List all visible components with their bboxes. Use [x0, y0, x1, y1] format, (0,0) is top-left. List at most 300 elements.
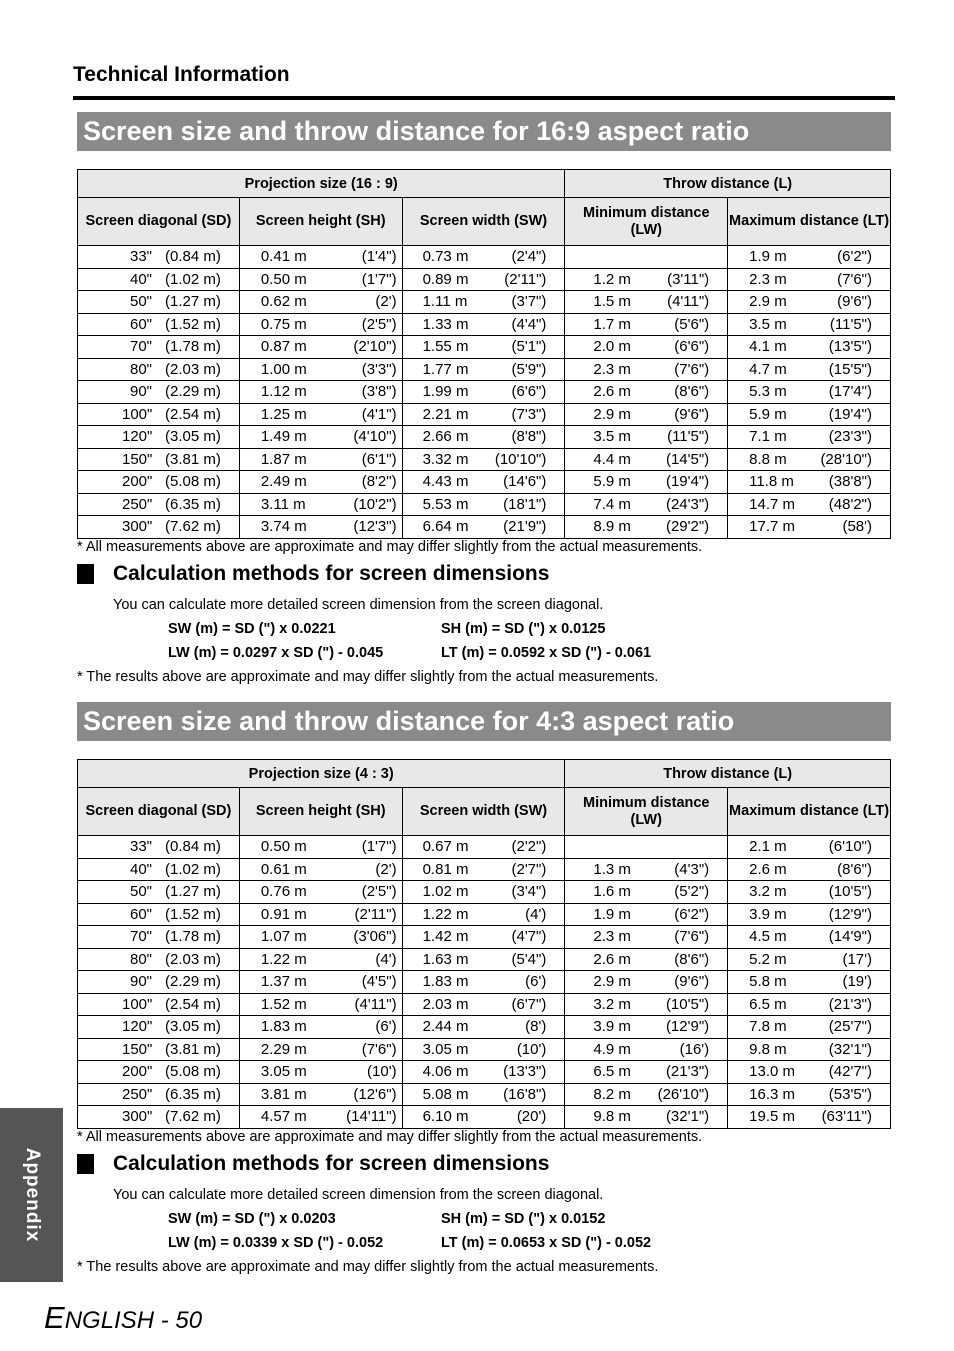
cell-value: 2.3 m [593, 928, 631, 946]
page-number [44, 1300, 202, 1336]
cell-value: 7.4 m [593, 495, 631, 513]
cell-imperial-value: (4'4") [511, 315, 547, 333]
table-row [78, 926, 891, 949]
cell-imperial-value: (6'10") [828, 838, 872, 856]
cell-value: 4.1 m [749, 338, 787, 356]
cell-value: 0.61 m [260, 860, 307, 878]
cell-imperial-value: (2.29 m) [164, 973, 221, 991]
table-row [78, 358, 891, 381]
cell-screen-height [239, 448, 402, 471]
cell-imperial-value: (32'1") [665, 1108, 710, 1126]
cell-imperial-value: (7'6") [837, 270, 872, 288]
cell-maximum-distance [728, 948, 891, 971]
cell-screen-width [402, 313, 565, 336]
cell-maximum-distance [728, 836, 891, 859]
language-initial: E [44, 1300, 65, 1335]
cell-imperial-value: (1.27 m) [164, 293, 221, 311]
cell-imperial-value: (8'6") [674, 383, 710, 401]
cell-minimum-distance [565, 291, 728, 314]
cell-imperial-value: (3.81 m) [164, 1040, 221, 1058]
calc-heading-text: Calculation methods for screen dimensions [113, 1152, 550, 1175]
table-row [78, 493, 891, 516]
cell-screen-diagonal [78, 313, 240, 336]
cell-imperial-value: (4') [375, 950, 397, 968]
cell-value: 6.10 m [422, 1108, 469, 1126]
cell-value: 2.6 m [593, 950, 631, 968]
col-maximum-distance: Maximum distance (LT) [728, 198, 891, 246]
appendix-side-tab-label: Appendix [21, 1147, 43, 1243]
cell-value: 9.8 m [749, 1040, 787, 1058]
cell-minimum-distance [565, 336, 728, 359]
table-row [78, 993, 891, 1016]
cell-screen-width [402, 448, 565, 471]
formula-sw: SW (m) = SD (") x 0.0221 [168, 621, 336, 637]
cell-imperial-value: (8'8") [511, 428, 547, 446]
cell-screen-width [402, 493, 565, 516]
cell-screen-diagonal [78, 836, 240, 859]
cell-imperial-value: (23'3") [828, 428, 872, 446]
cell-imperial-value: (6') [525, 973, 547, 991]
cell-value: 4.5 m [749, 928, 787, 946]
cell-value: 40" [129, 860, 152, 878]
cell-value: 70" [129, 928, 152, 946]
table-row [78, 881, 891, 904]
cell-value: 0.50 m [260, 838, 307, 856]
cell-imperial-value: (1'7") [361, 838, 397, 856]
cell-screen-diagonal [78, 336, 240, 359]
cell-value: 33" [129, 838, 152, 856]
cell-imperial-value: (48'2") [828, 495, 872, 513]
cell-value: 1.63 m [422, 950, 469, 968]
cell-imperial-value: (2'10") [353, 338, 397, 356]
cell-screen-diagonal [78, 246, 240, 269]
cell-imperial-value: (3.05 m) [164, 1018, 221, 1036]
cell-screen-height [239, 291, 402, 314]
cell-value: 3.74 m [260, 518, 307, 536]
cell-value: 4.57 m [260, 1108, 307, 1126]
cell-imperial-value: (19'4") [665, 473, 710, 491]
cell-value: 3.2 m [749, 883, 787, 901]
cell-minimum-distance [565, 246, 728, 269]
cell-value: 2.66 m [422, 428, 469, 446]
cell-value: 0.41 m [260, 248, 307, 266]
cell-imperial-value: (63'11") [821, 1108, 872, 1126]
cell-imperial-value: (5'9") [511, 360, 547, 378]
cell-value: 1.7 m [593, 315, 631, 333]
cell-imperial-value: (19'4") [828, 405, 872, 423]
cell-value: 200" [122, 1063, 153, 1081]
table-row [78, 1016, 891, 1039]
cell-value: 60" [129, 315, 152, 333]
cell-imperial-value: (20') [516, 1108, 547, 1126]
cell-screen-diagonal [78, 291, 240, 314]
cell-screen-height [239, 471, 402, 494]
cell-minimum-distance [565, 448, 728, 471]
cell-screen-width [402, 1038, 565, 1061]
cell-maximum-distance [728, 246, 891, 269]
cell-screen-height [239, 881, 402, 904]
cell-imperial-value: (12'9") [665, 1018, 710, 1036]
formula-sh: SH (m) = SD (") x 0.0152 [441, 1211, 606, 1227]
cell-screen-diagonal [78, 858, 240, 881]
cell-value: 1.25 m [260, 405, 307, 423]
cell-imperial-value: (10'2") [353, 495, 397, 513]
cell-value: 1.83 m [260, 1018, 307, 1036]
cell-imperial-value: (8'6") [837, 860, 872, 878]
cell-maximum-distance [728, 516, 891, 539]
cell-imperial-value: (4') [525, 905, 547, 923]
cell-maximum-distance [728, 1106, 891, 1129]
cell-imperial-value: (10') [516, 1040, 547, 1058]
cell-imperial-value: (18'1") [503, 495, 547, 513]
cell-value: 90" [129, 973, 152, 991]
cell-maximum-distance [728, 381, 891, 404]
col-screen-diagonal: Screen diagonal (SD) [78, 198, 240, 246]
cell-screen-diagonal [78, 448, 240, 471]
cell-value: 6.64 m [422, 518, 469, 536]
table-row [78, 903, 891, 926]
cell-screen-diagonal [78, 381, 240, 404]
cell-imperial-value: (2'11") [504, 270, 547, 288]
cell-value: 1.11 m [422, 293, 468, 311]
cell-value: 3.5 m [749, 315, 787, 333]
appendix-side-tab [0, 1108, 63, 1282]
cell-value: 150" [122, 1040, 153, 1058]
cell-value: 3.05 m [422, 1040, 469, 1058]
cell-imperial-value: (2') [375, 860, 397, 878]
cell-value: 90" [129, 383, 152, 401]
cell-imperial-value: (1.27 m) [164, 883, 221, 901]
cell-imperial-value: (12'3") [353, 518, 397, 536]
cell-maximum-distance [728, 1083, 891, 1106]
cell-value: 1.42 m [422, 928, 469, 946]
cell-screen-width [402, 291, 565, 314]
col-maximum-distance: Maximum distance (LT) [728, 788, 891, 836]
cell-value: 3.11 m [260, 495, 306, 513]
cell-screen-diagonal [78, 268, 240, 291]
cell-value: 5.08 m [422, 1085, 469, 1103]
table-row [78, 403, 891, 426]
cell-value: 250" [122, 495, 153, 513]
cell-value: 5.9 m [749, 405, 787, 423]
cell-imperial-value: (28'10") [820, 450, 872, 468]
formula-lt: LT (m) = 0.0592 x SD (") - 0.061 [441, 645, 652, 661]
cell-value: 60" [129, 905, 152, 923]
cell-imperial-value: (14'6") [503, 473, 547, 491]
cell-imperial-value: (10') [367, 1063, 397, 1081]
cell-value: 1.52 m [260, 995, 307, 1013]
cell-value: 0.75 m [260, 315, 307, 333]
section-header: Technical Information [73, 63, 290, 86]
cell-value: 70" [129, 338, 152, 356]
cell-imperial-value: (24'3") [665, 495, 710, 513]
cell-value: 1.9 m [593, 905, 631, 923]
cell-imperial-value: (2'5") [361, 883, 397, 901]
cell-value: 1.12 m [260, 383, 307, 401]
square-bullet-icon [77, 1154, 94, 1174]
cell-screen-width [402, 993, 565, 1016]
cell-imperial-value: (5'6") [674, 315, 710, 333]
cell-value: 150" [122, 450, 153, 468]
cell-value: 100" [122, 995, 153, 1013]
section-title-4-3: Screen size and throw distance for 4:3 aspect ratio [77, 702, 891, 741]
cell-value: 1.77 m [422, 360, 469, 378]
cell-minimum-distance [565, 493, 728, 516]
cell-value: 4.4 m [593, 450, 631, 468]
cell-maximum-distance [728, 881, 891, 904]
cell-value: 40" [129, 270, 152, 288]
cell-minimum-distance [565, 993, 728, 1016]
cell-imperial-value: (2'5") [361, 315, 397, 333]
cell-value: 100" [122, 405, 153, 423]
cell-maximum-distance [728, 971, 891, 994]
cell-screen-height [239, 1016, 402, 1039]
cell-value: 1.83 m [422, 973, 469, 991]
cell-value: 13.0 m [749, 1063, 796, 1081]
cell-screen-width [402, 971, 565, 994]
cell-imperial-value: (2'4") [511, 248, 547, 266]
cell-value: 1.02 m [422, 883, 469, 901]
cell-value: 3.32 m [422, 450, 469, 468]
language-rest: NGLISH [64, 1307, 155, 1334]
cell-imperial-value: (4'11") [354, 995, 397, 1013]
cell-value: 2.03 m [422, 995, 469, 1013]
cell-imperial-value: (19') [842, 973, 872, 991]
cell-screen-height [239, 381, 402, 404]
cell-minimum-distance [565, 403, 728, 426]
cell-imperial-value: (3'06") [353, 928, 397, 946]
cell-imperial-value: (4'7") [511, 928, 547, 946]
cell-value: 2.9 m [593, 973, 631, 991]
cell-value: 7.1 m [749, 428, 787, 446]
formula-lw: LW (m) = 0.0339 x SD (") - 0.052 [168, 1235, 384, 1251]
cell-maximum-distance [728, 1016, 891, 1039]
cell-imperial-value: (7'6") [361, 1040, 397, 1058]
cell-value: 2.6 m [749, 860, 787, 878]
cell-imperial-value: (2.54 m) [164, 995, 221, 1013]
cell-value: 1.99 m [422, 383, 469, 401]
cell-screen-width [402, 268, 565, 291]
cell-imperial-value: (7.62 m) [164, 1108, 221, 1126]
cell-imperial-value: (15'5") [828, 360, 872, 378]
formula-lw: LW (m) = 0.0297 x SD (") - 0.045 [168, 645, 384, 661]
cell-maximum-distance [728, 493, 891, 516]
cell-screen-width [402, 246, 565, 269]
cell-imperial-value: (11'5") [667, 428, 710, 446]
cell-imperial-value: (4'3") [674, 860, 710, 878]
cell-minimum-distance [565, 1106, 728, 1129]
calc-intro: You can calculate more detailed screen dimension from the screen diagonal. [113, 1187, 604, 1203]
cell-imperial-value: (5.08 m) [164, 1063, 221, 1081]
section-title-16-9: Screen size and throw distance for 16:9 aspect ratio [77, 112, 891, 151]
cell-screen-width [402, 403, 565, 426]
cell-screen-width [402, 336, 565, 359]
cell-imperial-value: (9'6") [837, 293, 872, 311]
table-row [78, 313, 891, 336]
cell-imperial-value: (3.81 m) [164, 450, 221, 468]
cell-imperial-value: (1.78 m) [164, 338, 221, 356]
col-screen-diagonal: Screen diagonal (SD) [78, 788, 240, 836]
cell-value: 200" [122, 473, 153, 491]
cell-imperial-value: (14'11") [346, 1108, 397, 1126]
cell-value: 3.5 m [593, 428, 631, 446]
cell-imperial-value: (1'4") [361, 248, 397, 266]
cell-value: 4.06 m [422, 1063, 469, 1081]
cell-imperial-value: (2'7") [511, 860, 547, 878]
cell-minimum-distance [565, 903, 728, 926]
cell-screen-width [402, 903, 565, 926]
cell-screen-width [402, 426, 565, 449]
cell-maximum-distance [728, 336, 891, 359]
cell-screen-height [239, 268, 402, 291]
square-bullet-icon [77, 564, 94, 584]
cell-value: 7.8 m [749, 1018, 787, 1036]
col-screen-height: Screen height (SH) [239, 788, 402, 836]
cell-imperial-value: (9'6") [674, 973, 710, 991]
cell-minimum-distance [565, 1038, 728, 1061]
cell-imperial-value: (13'3") [503, 1063, 547, 1081]
cell-minimum-distance [565, 381, 728, 404]
col-screen-height: Screen height (SH) [239, 198, 402, 246]
cell-imperial-value: (21'9") [503, 518, 547, 536]
cell-screen-width [402, 471, 565, 494]
cell-value: 1.3 m [593, 860, 631, 878]
col-screen-width: Screen width (SW) [402, 198, 565, 246]
cell-screen-height [239, 903, 402, 926]
cell-screen-diagonal [78, 1061, 240, 1084]
cell-value: 2.6 m [593, 383, 631, 401]
cell-imperial-value: (6.35 m) [164, 495, 221, 513]
cell-imperial-value: (3'8") [361, 383, 397, 401]
cell-screen-height [239, 313, 402, 336]
calc-intro: You can calculate more detailed screen dimension from the screen diagonal. [113, 597, 604, 613]
cell-imperial-value: (17') [842, 950, 872, 968]
cell-screen-height [239, 1038, 402, 1061]
cell-screen-height [239, 993, 402, 1016]
cell-imperial-value: (17'4") [828, 383, 872, 401]
cell-value: 8.2 m [593, 1085, 631, 1103]
cell-imperial-value: (10'10") [494, 450, 547, 468]
cell-imperial-value: (6'1") [361, 450, 397, 468]
table-row [78, 426, 891, 449]
cell-imperial-value: (1.02 m) [164, 860, 221, 878]
group-projection-header: Projection size (16 : 9) [78, 170, 565, 198]
cell-maximum-distance [728, 403, 891, 426]
cell-value: 3.9 m [593, 1018, 631, 1036]
cell-value: 1.55 m [422, 338, 469, 356]
cell-minimum-distance [565, 516, 728, 539]
cell-value: 2.3 m [593, 360, 631, 378]
cell-imperial-value: (14'9") [828, 928, 872, 946]
cell-value: 0.62 m [260, 293, 307, 311]
cell-imperial-value: (3'4") [511, 883, 547, 901]
cell-screen-height [239, 246, 402, 269]
cell-value: 4.7 m [749, 360, 787, 378]
cell-imperial-value: (4'10") [353, 428, 397, 446]
cell-screen-height [239, 926, 402, 949]
cell-screen-diagonal [78, 1016, 240, 1039]
cell-value: 1.5 m [593, 293, 631, 311]
cell-maximum-distance [728, 358, 891, 381]
calc-heading [77, 562, 549, 586]
cell-value: 80" [129, 950, 152, 968]
cell-value: 0.91 m [260, 905, 307, 923]
cell-imperial-value: (1.78 m) [164, 928, 221, 946]
cell-maximum-distance [728, 448, 891, 471]
cell-value: 2.3 m [749, 270, 787, 288]
cell-imperial-value: (8'6") [674, 950, 710, 968]
cell-value: 5.9 m [593, 473, 631, 491]
cell-imperial-value: (5'1") [511, 338, 547, 356]
cell-value: 19.5 m [749, 1108, 796, 1126]
cell-value: 1.87 m [260, 450, 307, 468]
group-throw-header: Throw distance (L) [565, 170, 891, 198]
cell-maximum-distance [728, 313, 891, 336]
cell-screen-height [239, 836, 402, 859]
formula-sh: SH (m) = SD (") x 0.0125 [441, 621, 606, 637]
cell-value: 3.81 m [260, 1085, 307, 1103]
table-row [78, 268, 891, 291]
cell-value: 50" [129, 293, 152, 311]
cell-value: 0.50 m [260, 270, 307, 288]
cell-imperial-value: (3'3") [361, 360, 397, 378]
cell-screen-height [239, 403, 402, 426]
cell-maximum-distance [728, 268, 891, 291]
cell-screen-diagonal [78, 1038, 240, 1061]
cell-screen-diagonal [78, 881, 240, 904]
cell-imperial-value: (7'3") [511, 405, 547, 423]
cell-imperial-value: (10'5") [828, 883, 872, 901]
cell-value: 2.21 m [422, 405, 469, 423]
cell-imperial-value: (5'2") [674, 883, 710, 901]
cell-value: 6.5 m [749, 995, 787, 1013]
cell-minimum-distance [565, 881, 728, 904]
table-row [78, 381, 891, 404]
cell-value: 3.9 m [749, 905, 787, 923]
table-row [78, 291, 891, 314]
cell-value: 1.22 m [422, 905, 469, 923]
cell-imperial-value: (16'8") [503, 1085, 547, 1103]
cell-value: 2.0 m [593, 338, 631, 356]
calc-note: * The results above are approximate and may differ slightly from the actual measurements. [77, 1259, 659, 1275]
cell-screen-height [239, 516, 402, 539]
cell-value: 5.53 m [422, 495, 469, 513]
cell-screen-diagonal [78, 426, 240, 449]
cell-imperial-value: (12'9") [828, 905, 872, 923]
cell-screen-height [239, 1106, 402, 1129]
cell-screen-width [402, 1106, 565, 1129]
cell-value: 250" [122, 1085, 153, 1103]
cell-screen-width [402, 836, 565, 859]
cell-imperial-value: (6') [375, 1018, 397, 1036]
cell-imperial-value: (1.52 m) [164, 905, 221, 923]
cell-imperial-value: (2') [375, 293, 397, 311]
cell-value: 1.00 m [260, 360, 307, 378]
cell-imperial-value: (6'7") [511, 995, 547, 1013]
cell-value: 1.49 m [260, 428, 307, 446]
cell-imperial-value: (6'2") [674, 905, 710, 923]
cell-imperial-value: (1.02 m) [164, 270, 221, 288]
cell-screen-height [239, 493, 402, 516]
cell-value: 0.87 m [260, 338, 307, 356]
cell-screen-diagonal [78, 1083, 240, 1106]
calc-note: * The results above are approximate and may differ slightly from the actual measurements. [77, 669, 659, 685]
cell-imperial-value: (6'6") [511, 383, 547, 401]
cell-imperial-value: (29'2") [665, 518, 710, 536]
cell-imperial-value: (14'5") [665, 450, 710, 468]
table-note: * All measurements above are approximate and may differ slightly from the actual measurements. [77, 539, 703, 555]
cell-screen-diagonal [78, 971, 240, 994]
